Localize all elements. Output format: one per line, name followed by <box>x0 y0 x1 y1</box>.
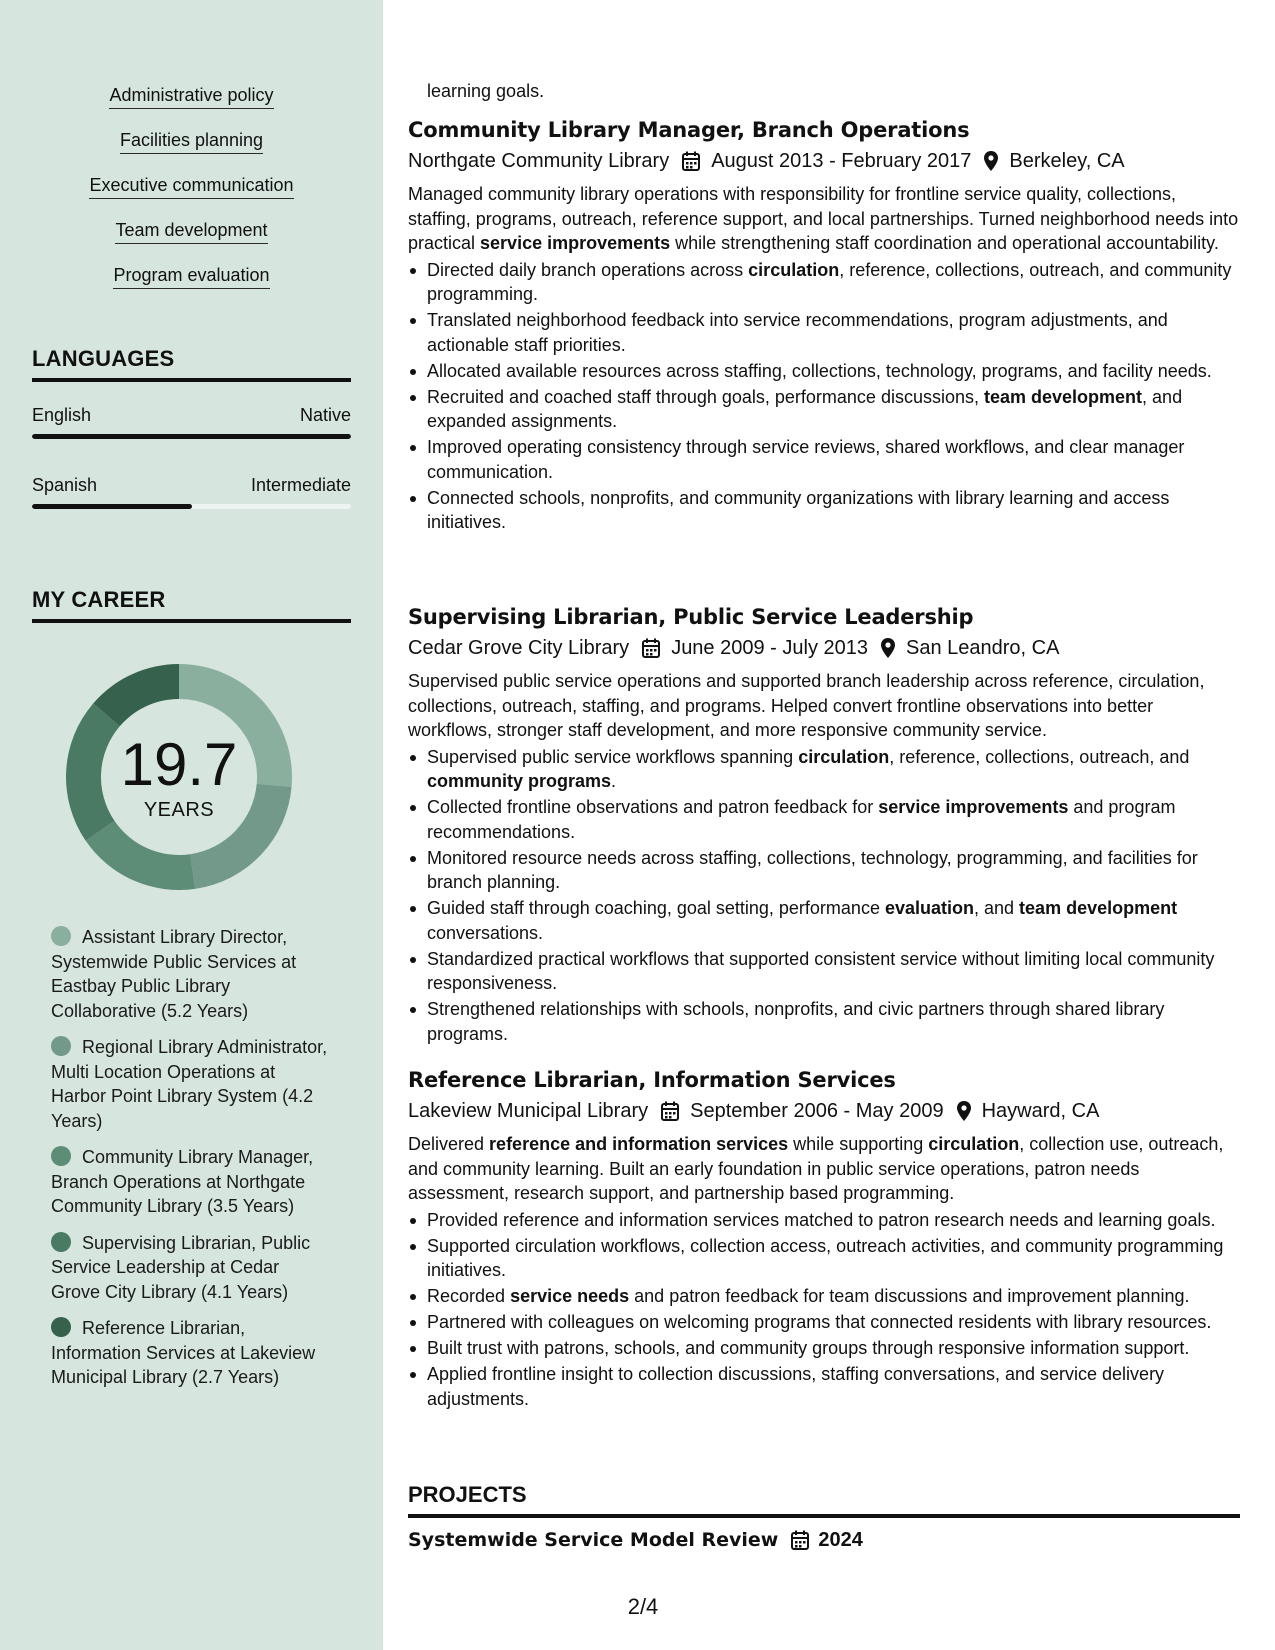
language-level: Intermediate <box>250 475 351 495</box>
language-row-spanish <box>32 474 351 496</box>
skill-item: Program evaluation <box>113 264 269 289</box>
legend-text: Assistant Library Director, Systemwide Public Services at Eastbay Public Library Collaborative (5.2 Years) <box>51 927 297 1021</box>
legend-dot <box>51 1232 71 1252</box>
legend-text: Reference Librarian, Information Services at Lakeview Municipal Library (2.7 Years) <box>51 1318 316 1387</box>
legend-dot <box>51 926 71 946</box>
career-legend <box>51 925 331 1402</box>
legend-dot <box>51 1146 71 1166</box>
job-bullet: Collected frontline observations and patron feedback for service improvements and program recommendations. <box>408 795 1240 844</box>
page-number <box>0 1594 1275 1620</box>
legend-text: Community Library Manager, Branch Operations at Northgate Community Library (3.5 Years) <box>51 1147 314 1216</box>
job-title: Reference Librarian, Information Services <box>408 1068 896 1092</box>
location-pin-icon <box>983 150 999 172</box>
career-legend-item <box>51 1231 331 1305</box>
job-entry <box>408 1066 1240 1413</box>
job-company: Lakeview Municipal Library <box>408 1100 649 1122</box>
job-bullet: Translated neighborhood feedback into service recommendations, program adjustments, and actionable staff priorities. <box>408 308 1240 357</box>
career-legend-item <box>51 925 331 1023</box>
job-bullet: Allocated available resources across staffing, collections, technology, programs, and facility needs. <box>408 359 1240 384</box>
job-description: Supervised public service operations and supported branch leadership across reference, circulation, collections, outreach, staffing, and programs. Helped convert frontline observations into better workflows, stronger staff development, and more responsive community service. <box>408 671 1205 740</box>
job-title: Community Library Manager, Branch Operations <box>408 118 970 142</box>
job-entry <box>408 116 1240 536</box>
job-company: Northgate Community Library <box>408 150 670 172</box>
job-bullet: Strengthened relationships with schools, nonprofits, and civic partners through shared library programs. <box>408 997 1240 1046</box>
language-level: Native <box>299 405 351 425</box>
project-year: 2024 <box>818 1529 863 1551</box>
job-bullets <box>408 258 1240 535</box>
career-total-value: 19.7 <box>120 731 238 798</box>
page-number-text: 2/4 <box>627 1594 659 1619</box>
legend-text: Supervising Librarian, Public Service Leadership at Cedar Grove City Library (4.1 Years) <box>51 1232 311 1302</box>
job-company: Cedar Grove City Library <box>408 637 630 659</box>
job-title: Supervising Librarian, Public Service Leadership <box>408 605 974 629</box>
job-location: San Leandro, CA <box>906 637 1060 659</box>
job-meta <box>408 634 1240 662</box>
career-legend-item <box>51 1316 331 1390</box>
skill-item: Team development <box>115 219 267 244</box>
legend-dot <box>51 1036 71 1056</box>
job-dates: September 2006 - May 2009 <box>690 1100 944 1122</box>
career-legend-item <box>51 1145 331 1219</box>
career-legend-item <box>51 1035 331 1133</box>
job-dates: June 2009 - July 2013 <box>671 637 868 659</box>
language-bar-fill <box>32 434 351 439</box>
career-total-unit: YEARS <box>143 799 215 821</box>
job-bullet: Applied frontline insight to collection discussions, staffing conversations, and service delivery adjustments. <box>408 1362 1240 1411</box>
job-bullet: Connected schools, nonprofits, and community organizations with library learning and access initiatives. <box>408 486 1240 535</box>
language-bar-english <box>32 434 351 439</box>
continued-bullet-text: learning goals. <box>427 81 545 101</box>
job-bullet: Supervised public service workflows spanning circulation, reference, collections, outreach, and community programs. <box>408 745 1240 794</box>
job-bullets <box>408 1208 1240 1412</box>
job-bullet: Partnered with colleagues on welcoming programs that connected residents with library resources. <box>408 1310 1240 1335</box>
career-total <box>66 732 292 822</box>
job-bullets <box>408 745 1240 1047</box>
job-entry <box>408 603 1240 1048</box>
job-bullet: Improved operating consistency through service reviews, shared workflows, and clear manager communication. <box>408 435 1240 484</box>
language-bar-spanish <box>32 504 351 509</box>
job-meta <box>408 147 1240 175</box>
calendar-icon <box>790 1529 810 1551</box>
job-bullet: Built trust with patrons, schools, and community groups through responsive information support. <box>408 1336 1240 1361</box>
project-title: Systemwide Service Model Review <box>408 1529 779 1551</box>
job-description: Managed community library operations with responsibility for frontline service quality, collections, staffing, programs, outreach, reference support, and local partnerships. Turned neighborhood needs into practical service improvements while strengthening staff coordination and operational accountability. <box>408 184 1239 253</box>
language-row-english <box>32 404 351 426</box>
skills-list <box>0 84 383 309</box>
career-heading: MY CAREER <box>32 587 351 623</box>
language-name: English <box>32 405 92 425</box>
job-bullet: Guided staff through coaching, goal setting, performance evaluation, and team development conversations. <box>408 896 1240 945</box>
job-description: Delivered reference and information services while supporting circulation, collection use, outreach, and community learning. Built an early foundation in public service operations, patron needs assessment, research support, and partnership based programming. <box>408 1134 1224 1203</box>
languages-heading: LANGUAGES <box>32 346 351 382</box>
job-location: Hayward, CA <box>981 1100 1100 1122</box>
sidebar <box>0 0 383 1650</box>
job-bullet: Recruited and coached staff through goals, performance discussions, team development, and expanded assignments. <box>408 385 1240 434</box>
location-pin-icon <box>956 1100 972 1122</box>
language-name: Spanish <box>32 475 98 495</box>
skill-item: Executive communication <box>89 174 293 199</box>
legend-text: Regional Library Administrator, Multi Location Operations at Harbor Point Library System (4.2 Years) <box>51 1037 328 1131</box>
skill-item: Facilities planning <box>120 129 263 154</box>
job-bullet: Directed daily branch operations across circulation, reference, collections, outreach, and community programming. <box>408 258 1240 307</box>
calendar-icon <box>660 1100 680 1122</box>
job-bullet: Recorded service needs and patron feedback for team discussions and improvement planning. <box>408 1284 1240 1309</box>
skill-item: Administrative policy <box>109 84 273 109</box>
job-bullet: Supported circulation workflows, collection access, outreach activities, and community programming initiatives. <box>408 1234 1240 1283</box>
career-donut-segment-3 <box>86 821 196 890</box>
location-pin-icon <box>880 637 896 659</box>
calendar-icon <box>681 150 701 172</box>
job-bullet: Provided reference and information services matched to patron research needs and learning goals. <box>408 1208 1240 1233</box>
language-bar-fill <box>32 504 192 509</box>
job-location: Berkeley, CA <box>1009 150 1125 172</box>
job-dates: August 2013 - February 2017 <box>711 150 972 172</box>
project-entry <box>408 1526 863 1554</box>
job-bullet: Monitored resource needs across staffing, collections, technology, programming, and facilities for branch planning. <box>408 846 1240 895</box>
job-meta <box>408 1097 1240 1125</box>
job-bullet: Standardized practical workflows that supported consistent service without limiting local community responsiveness. <box>408 947 1240 996</box>
legend-dot <box>51 1317 71 1337</box>
calendar-icon <box>641 637 661 659</box>
projects-heading: PROJECTS <box>408 1482 1240 1518</box>
